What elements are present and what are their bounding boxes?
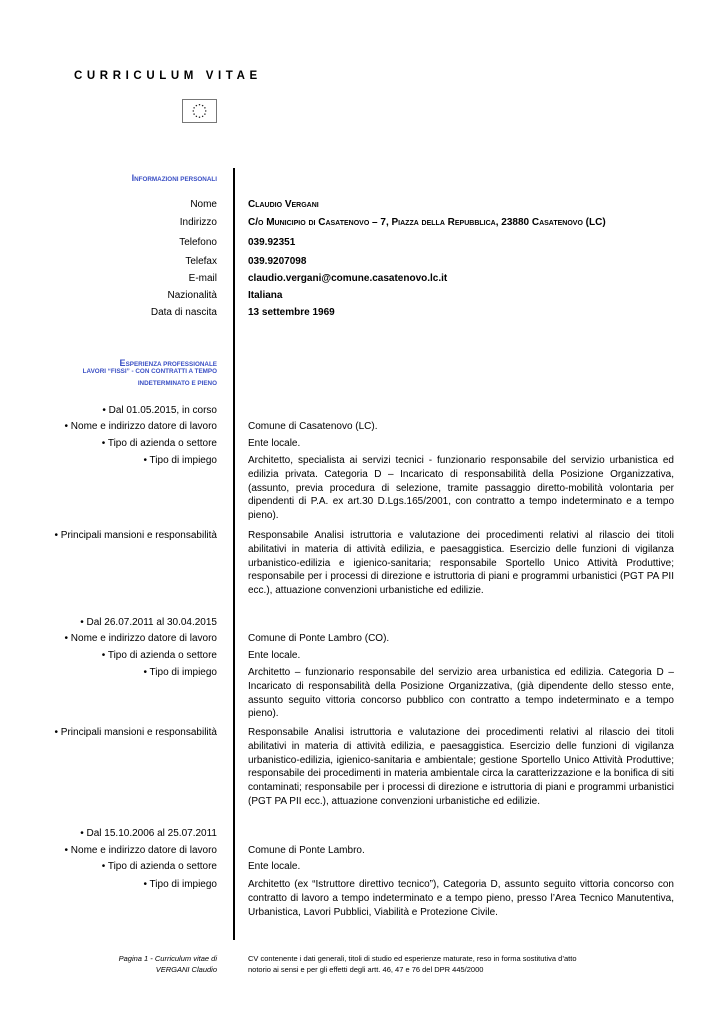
label-indirizzo: Indirizzo <box>179 217 217 228</box>
entry1-sector-label: • Tipo di azienda o settore <box>101 438 217 449</box>
vertical-divider <box>233 168 235 940</box>
entry1-position-label: • Tipo di impiego <box>143 455 217 466</box>
value-email: claudio.vergani@comune.casatenovo.lc.it <box>248 273 448 284</box>
value-nome: Claudio Vergani <box>248 199 319 210</box>
entry2-employer-label: • Nome e indirizzo datore di lavoro <box>64 633 217 644</box>
footer-right-line1: CV contenente i dati generali, titoli di studio ed esperienze maturate, reso in forma sostitutiva d’atto <box>248 954 577 963</box>
footer-page-info <box>119 953 217 975</box>
entry3-employer: Comune di Ponte Lambro. <box>248 845 365 856</box>
value-indirizzo: C/o Municipio di Casatenovo – 7, Piazza della Repubblica, 23880 Casatenovo (LC) <box>248 217 606 228</box>
personal-info-heading: INFORMAZIONI PERSONALI <box>131 173 217 183</box>
entry3-position-label: • Tipo di impiego <box>143 879 217 890</box>
label-telefax: Telefax <box>185 256 217 267</box>
entry1-employer: Comune di Casatenovo (LC). <box>248 421 378 432</box>
experience-subtitle <box>83 366 217 390</box>
footer-left-line2: VERGANI Claudio <box>155 965 217 974</box>
entry3-dates: • Dal 15.10.2006 al 25.07.2011 <box>80 828 217 839</box>
label-data-di-nascita: Data di nascita <box>150 307 217 318</box>
entry2-duties: Responsabile Analisi istruttoria e valutazione dei procedimenti relativi al rilascio dei titoli abilitativi in materia di attività edilizia, e paesaggistica. Esercizio delle funzioni di vigilanza urbanistico-edilizia, igienico-sanitaria e ambientale; gestione Sportello Unico Attività Produttive; responsabile dei procedimenti in materia ambientale circa la caratterizzazione e la bonifica di siti contaminati; responsabile per i processi di direzione e istruttoria di piani e programmi urbanistici (PGT PA PII ecc.), attuazione convenzioni urbanistiche ed edilizie. <box>248 727 674 807</box>
entry1-duties-label: • Principali mansioni e responsabilità <box>54 530 217 541</box>
entry3-position: Architetto (ex “Istruttore direttivo tecnico”), Categoria D, assunto seguito vittoria concorso con contratto di lavoro a tempo indeterminato e a tempo pieno, presso l’Area Tecnico Manutentiva, Urbanistica, Lavori Pubblici, Viabilità e Protezione Civile. <box>248 879 674 918</box>
entry1-duties: Responsabile Analisi istruttoria e valutazione dei procedimenti relativi al rilascio dei titoli abilitativi in materia di attività edilizia, e paesaggistica. Esercizio delle funzioni di vigilanza urbanistico-edilizia e igienico-sanitaria; responsabile Sportello Unico Attività Produttive; responsabile per i processi di direzione e istruttoria di piani e programmi urbanistici (PGT PA PII ecc.), attuazione convenzioni urbanistiche ed edilizie. <box>248 530 674 597</box>
entry2-sector: Ente locale. <box>248 650 301 661</box>
value-nazionalita: Italiana <box>248 290 283 301</box>
experience-subtitle-line2: INDETERMINATO E PIENO <box>137 380 217 387</box>
entry1-sector: Ente locale. <box>248 438 301 449</box>
label-nazionalita: Nazionalità <box>167 290 217 301</box>
experience-heading: ESPERIENZA PROFESSIONALE <box>119 358 217 368</box>
entry1-dates: • Dal 01.05.2015, in corso <box>102 405 217 416</box>
entry3-sector-label: • Tipo di azienda o settore <box>101 861 217 872</box>
value-data-di-nascita: 13 settembre 1969 <box>248 307 335 318</box>
footer-disclaimer <box>248 953 668 975</box>
label-nome: Nome <box>190 199 217 210</box>
entry1-employer-label: • Nome e indirizzo datore di lavoro <box>64 421 217 432</box>
entry2-duties-label: • Principali mansioni e responsabilità <box>54 727 217 738</box>
entry2-sector-label: • Tipo di azienda o settore <box>101 650 217 661</box>
value-telefax: 039.9207098 <box>248 256 307 267</box>
entry2-position-label: • Tipo di impiego <box>143 667 217 678</box>
entry2-employer: Comune di Ponte Lambro (CO). <box>248 633 390 644</box>
entry3-employer-label: • Nome e indirizzo datore di lavoro <box>64 845 217 856</box>
footer-left-line1: Pagina 1 - Curriculum vitae di <box>118 954 217 963</box>
label-email: E-mail <box>188 273 217 284</box>
footer-right-line2: notorio ai sensi e per gli effetti degli artt. 46, 47 e 76 del DPR 445/2000 <box>248 965 484 974</box>
eu-stars-icon <box>183 100 216 122</box>
cv-title: CURRICULUM VITAE <box>74 70 262 82</box>
label-telefono: Telefono <box>179 237 217 248</box>
value-telefono: 039.92351 <box>248 237 296 248</box>
experience-subtitle-line1: LAVORI “FISSI” - CON CONTRATTI A TEMPO <box>82 368 217 375</box>
entry2-position: Architetto – funzionario responsabile del servizio area urbanistica ed edilizia. Categoria D – Incaricato di responsabilità della Posizione Organizzativa, (già dipendente dello stesso ente, assunto seguito vittoria concorso pubblico con contratto a tempo indeterminato e a tempo pieno). <box>248 667 674 720</box>
eu-flag-logo <box>182 99 217 123</box>
entry1-position: Architetto, specialista ai servizi tecnici - funzionario responsabile del servizio urbanistica ed edilizia privata. Categoria D – Incaricato di responsabilità della Posizione Organizzativa, (assunto, previa procedura di selezione, tramite passaggio diretto-mobilità volontaria per dipendenti di P.A. ex art.30 D.Lgs.165/2001, con contratto a tempo indeterminato e a tempo pieno). <box>248 455 674 522</box>
entry2-dates: • Dal 26.07.2011 al 30.04.2015 <box>80 617 217 628</box>
entry3-sector: Ente locale. <box>248 861 301 872</box>
